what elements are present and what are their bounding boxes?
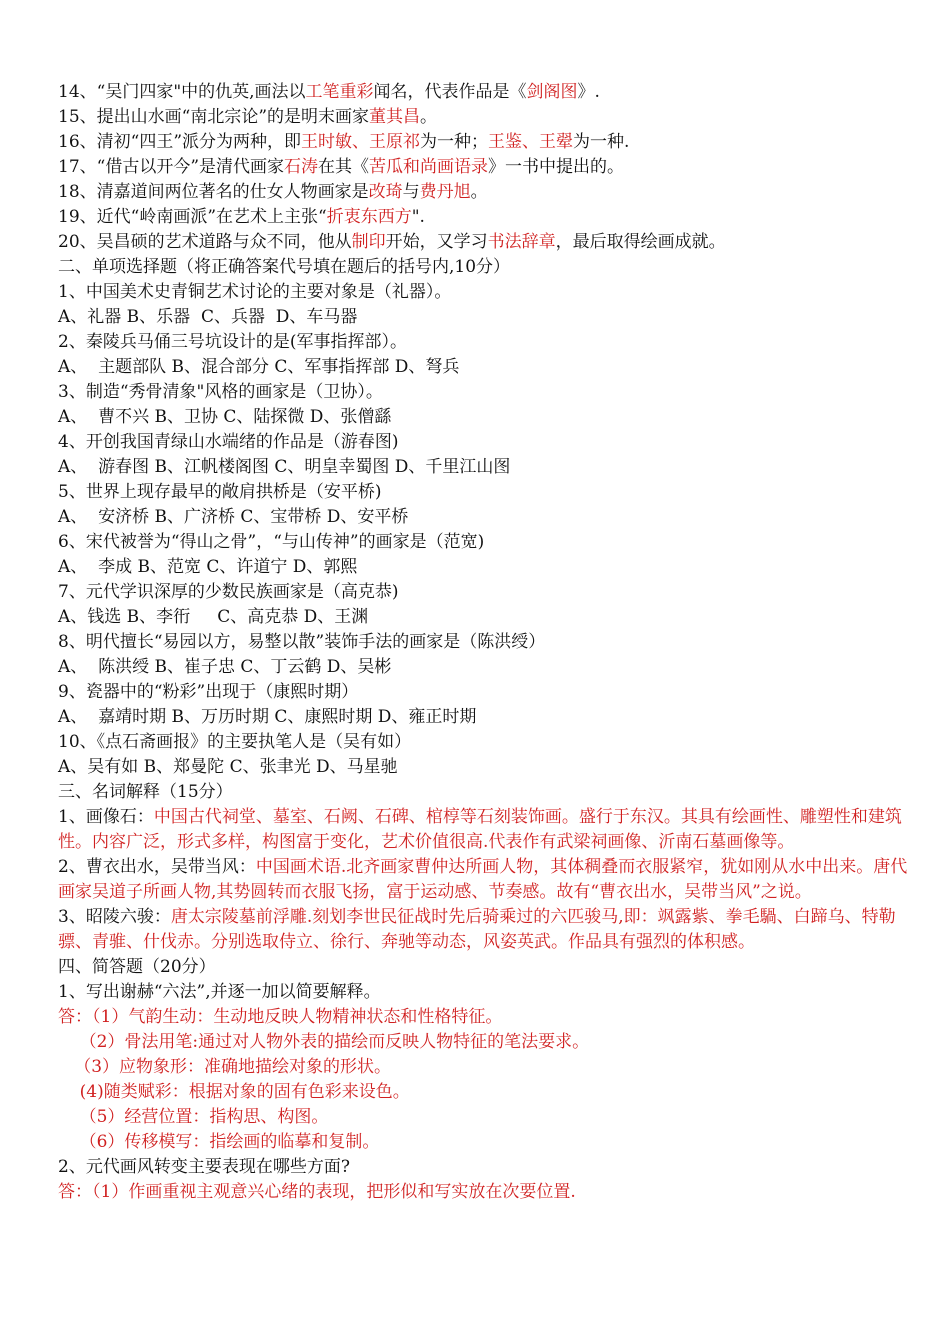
answer-text: 书法辞章	[487, 232, 556, 252]
choice-options: A、 陈洪绶 B、崔子忠 C、丁云鹤 D、吴彬	[58, 657, 392, 677]
term-label: 1、画像石：	[58, 807, 154, 827]
fill-question-19: 19、近代“岭南画派”在艺术上主张“折衷东西方".	[58, 207, 425, 227]
short-answer-question: 2、元代画风转变主要表现在哪些方面?	[58, 1157, 350, 1177]
answer-line: （5）经营位置：指构思、构图。	[58, 1107, 329, 1127]
fill-question-15: 15、提出山水画“南北宗论”的是明末画家董其昌。	[58, 107, 438, 127]
term-entry	[58, 805, 910, 855]
choice-options: A、 游春图 B、江帆楼阁图 C、明皇幸蜀图 D、千里江山图	[58, 457, 511, 477]
answer-text: 王鉴、王翚	[488, 132, 574, 152]
answer-text: 制印	[351, 232, 386, 252]
choice-question: 5、世界上现存最早的敞肩拱桥是（安平桥)	[58, 482, 382, 502]
answer-line: (4)随类赋彩：根据对象的固有色彩来设色。	[58, 1082, 410, 1102]
term-definition: 唐太宗陵墓前浮雕.刻划李世民征战时先后骑乘过的六匹骏马,即：飒露紫、拳毛騧、白蹄乌、特勒骠、青骓、什伐赤。分别选取侍立、徐行、奔驰等动态，风姿英武。作品具有强烈的体积感。	[58, 907, 896, 952]
choice-question: 10、《点石斋画报》的主要执笔人是（吴有如）	[58, 732, 412, 752]
section-heading-short-answer: 四、简答题（20分）	[58, 957, 216, 977]
answer-line: （3）应物象形：准确地描绘对象的形状。	[58, 1057, 392, 1077]
answer-text: 王时敏、王原祁	[301, 132, 421, 152]
choice-question: 9、瓷器中的“粉彩”出现于（康熙时期）	[58, 682, 359, 702]
choice-options: A、吴有如 B、郑曼陀 C、张聿光 D、马星驰	[58, 757, 398, 777]
section-heading-terms: 三、名词解释（15分）	[58, 782, 233, 802]
term-definition: 中国古代祠堂、墓室、石阙、石碑、棺椁等石刻装饰画。盛行于东汉。其具有绘画性、雕塑性和建筑性。内容广泛，形式多样，构图富于变化，艺术价值很高.代表作有武梁祠画像、沂南石墓画像等。	[58, 807, 902, 852]
choice-options: A、 安济桥 B、广济桥 C、宝带桥 D、安平桥	[58, 507, 409, 527]
choice-question: 1、中国美术史青铜艺术讨论的主要对象是（礼器）。	[58, 282, 452, 302]
term-entry	[58, 905, 910, 955]
answer-text: 改琦	[368, 182, 403, 202]
choice-question: 6、宋代被誉为“得山之骨”，“与山传神”的画家是（范宽)	[58, 532, 485, 552]
fill-question-20: 20、吴昌硕的艺术道路与众不同，他从制印开始，又学习书法辞章，最后取得绘画成就。	[58, 232, 726, 252]
choice-question: 7、元代学识深厚的少数民族画家是（高克恭)	[58, 582, 399, 602]
fill-question-16: 16、清初“四王”派分为两种，即王时敏、王原祁为一种；王鉴、王翚为一种.	[58, 132, 630, 152]
section-heading-choice: 二、单项选择题（将正确答案代号填在题后的括号内,10分）	[58, 257, 511, 277]
choice-options: A、 曹不兴 B、卫协 C、陆探微 D、张僧繇	[58, 407, 392, 427]
choice-question: 2、秦陵兵马俑三号坑设计的是(军事指挥部）。	[58, 332, 407, 352]
fill-question-18: 18、清嘉道间两位著名的仕女人物画家是改琦与费丹旭。	[58, 182, 488, 202]
answer-line: （6）传移模写：指绘画的临摹和复制。	[58, 1132, 380, 1152]
answer-text: 董其昌	[369, 107, 421, 127]
answer-line: 答：（1）气韵生动：生动地反映人物精神状态和性格特征。	[58, 1007, 503, 1027]
choice-question: 3、制造“秀骨清象"风格的画家是（卫协）。	[58, 382, 383, 402]
fill-question-17: 17、“借古以开今”是清代画家石涛在其《苦瓜和尚画语录》一书中提出的。	[58, 157, 625, 177]
choice-options: A、钱选 B、李衎 C、高克恭 D、王渊	[58, 607, 369, 627]
answer-line: 答：（1）作画重视主观意兴心绪的表现，把形似和写实放在次要位置.	[58, 1182, 576, 1202]
answer-text: 石涛	[284, 157, 319, 177]
choice-options: A、礼器 B、乐器 C、兵器 D、车马器	[58, 307, 358, 327]
choice-options: A、 李成 B、范宽 C、许道宁 D、郭熙	[58, 557, 358, 577]
answer-text: 苦瓜和尚画语录	[369, 157, 489, 177]
choice-question: 8、明代擅长“易园以方，易整以散”装饰手法的画家是（陈洪绶）	[58, 632, 546, 652]
answer-text: 折衷东西方	[326, 207, 412, 227]
fill-question-14: 14、“吴门四家"中的仇英,画法以工笔重彩闻名，代表作品是《剑阁图》.	[58, 82, 600, 102]
term-definition: 中国画术语.北齐画家曹仲达所画人物，其体稠叠而衣服紧窄，犹如刚从水中出来。唐代画家吴道子所画人物,其势圆转而衣服飞扬，富于运动感、节奏感。故有“曹衣出水，吴带当风”之说。	[58, 857, 908, 902]
answer-text: 费丹旭	[419, 182, 471, 202]
answer-text: 剑阁图	[526, 82, 578, 102]
choice-options: A、 主题部队 B、混合部分 C、军事指挥部 D、弩兵	[58, 357, 460, 377]
term-label: 2、曹衣出水，吴带当风：	[58, 857, 256, 877]
short-answer-question: 1、写出谢赫“六法”,并逐一加以简要解释。	[58, 982, 381, 1002]
answer-text: 工笔重彩	[305, 82, 374, 102]
term-label: 3、昭陵六骏：	[58, 907, 171, 927]
term-entry	[58, 855, 910, 905]
choice-question: 4、开创我国青绿山水端绪的作品是（游春图)	[58, 432, 399, 452]
choice-options: A、 嘉靖时期 B、万历时期 C、康熙时期 D、雍正时期	[58, 707, 477, 727]
answer-line: （2）骨法用笔:通过对人物外表的描绘而反映人物特征的笔法要求。	[58, 1032, 590, 1052]
